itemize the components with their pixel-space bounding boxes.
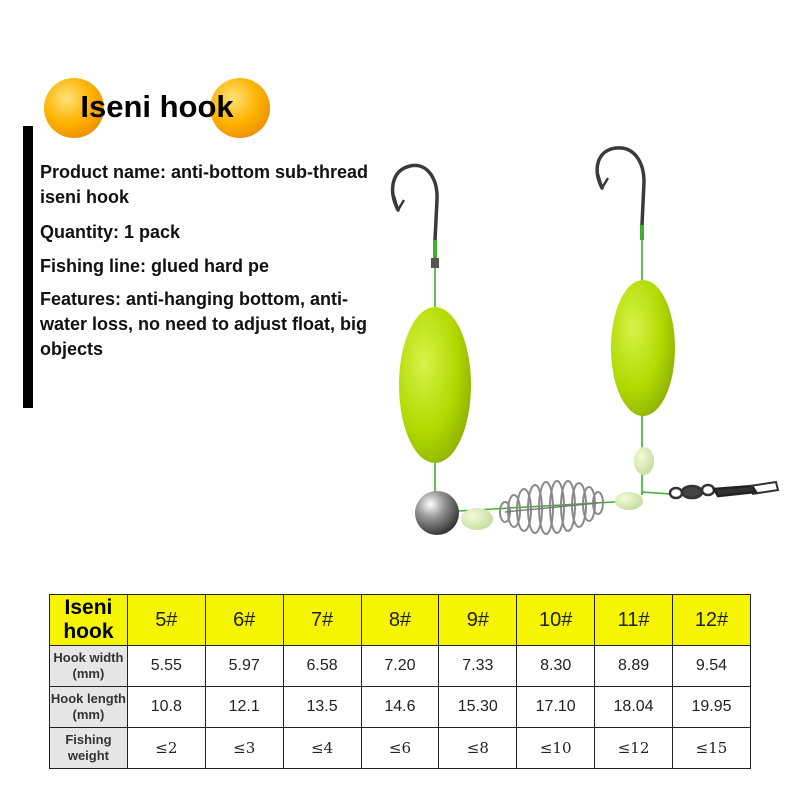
size-header: 9#: [439, 595, 517, 646]
size-header: 8#: [361, 595, 439, 646]
hook-left: [393, 165, 439, 268]
table-corner-label: Iseni hook: [50, 595, 128, 646]
spec-quantity: Quantity: 1 pack: [40, 222, 181, 242]
spec-features: Features: anti-hanging bottom, anti-water loss, no need to adjust float, big objects: [40, 289, 368, 359]
table-cell: 7.33: [439, 646, 517, 687]
table-cell: ≤4: [283, 728, 361, 769]
sinker-icon: [415, 491, 459, 535]
page-title: Iseni hook: [80, 89, 234, 124]
table-cell: 12.1: [205, 687, 283, 728]
size-header: 5#: [127, 595, 205, 646]
table-cell: ≤10: [517, 728, 595, 769]
table-cell: ≤3: [205, 728, 283, 769]
table-cell: 6.58: [283, 646, 361, 687]
table-cell: 8.89: [595, 646, 673, 687]
size-header: 6#: [205, 595, 283, 646]
swivel-snap-icon: [642, 482, 778, 498]
table-cell: 13.5: [283, 687, 361, 728]
bead-left: [461, 508, 493, 530]
spec-product-name: Product name: anti-bottom sub-thread iseni hook: [40, 162, 368, 207]
size-header: 7#: [283, 595, 361, 646]
bead-right: [634, 447, 654, 475]
bead-middle: [615, 492, 643, 510]
table-cell: 9.54: [673, 646, 751, 687]
table-cell: 14.6: [361, 687, 439, 728]
table-cell: ≤6: [361, 728, 439, 769]
size-header: 11#: [595, 595, 673, 646]
size-table: [49, 594, 751, 769]
row-label: Fishing weight: [50, 728, 128, 769]
table-cell: 5.97: [205, 646, 283, 687]
table-cell: 19.95: [673, 687, 751, 728]
table-row-hook-width: [50, 646, 751, 687]
product-specs: [40, 160, 370, 362]
fishing-rig-illustration: [380, 140, 800, 560]
size-header: 10#: [517, 595, 595, 646]
table-cell: 7.20: [361, 646, 439, 687]
accent-bar: [23, 126, 33, 408]
title-banner: [44, 78, 270, 138]
table-cell: ≤2: [127, 728, 205, 769]
row-label: Hook width (mm): [50, 646, 128, 687]
table-cell: ≤12: [595, 728, 673, 769]
table-cell: 5.55: [127, 646, 205, 687]
table-cell: 15.30: [439, 687, 517, 728]
table-cell: 10.8: [127, 687, 205, 728]
table-cell: ≤15: [673, 728, 751, 769]
float-right-icon: [611, 280, 675, 416]
float-left-icon: [399, 307, 471, 463]
table-cell: 8.30: [517, 646, 595, 687]
size-header: 12#: [673, 595, 751, 646]
table-row-hook-length: [50, 687, 751, 728]
table-row-fishing-weight: [50, 728, 751, 769]
spec-fishing-line: Fishing line: glued hard pe: [40, 256, 270, 276]
table-cell: 18.04: [595, 687, 673, 728]
table-cell: ≤8: [439, 728, 517, 769]
table-cell: 17.10: [517, 687, 595, 728]
table-header-row: [50, 595, 751, 646]
hook-right: [597, 148, 644, 240]
row-label: Hook length (mm): [50, 687, 128, 728]
